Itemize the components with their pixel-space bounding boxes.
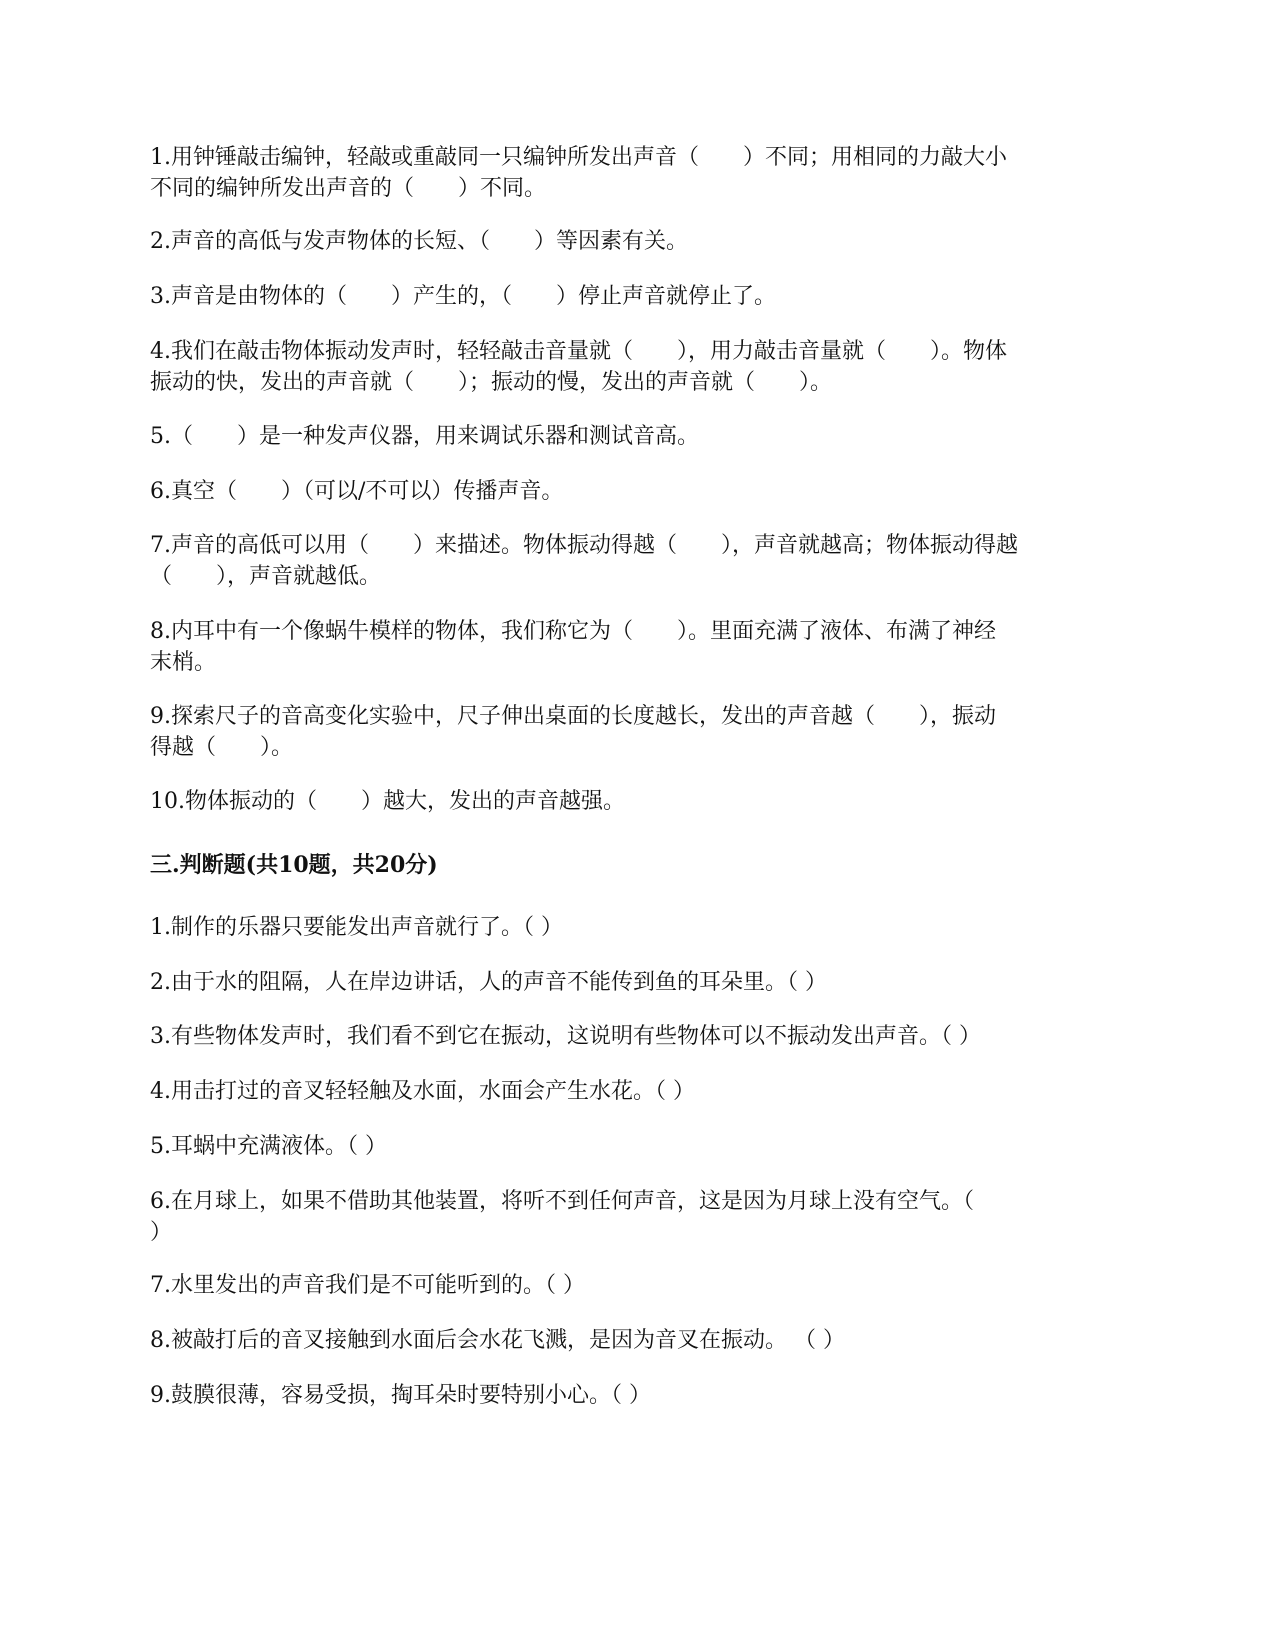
- fill-question-10: 10.物体振动的（ ）越大，发出的声音越强。: [150, 789, 625, 814]
- fill-question-2: 2.声音的高低与发声物体的长短、（ ）等因素有关。: [150, 229, 688, 254]
- fill-question-5: 5.（ ）是一种发声仪器，用来调试乐器和测试音高。: [150, 424, 699, 449]
- judgement-question-3: 3.有些物体发声时，我们看不到它在振动，这说明有些物体可以不振动发出声音。（ ）: [150, 1024, 981, 1049]
- fill-question-1: 1.用钟锤敲击编钟，轻敲或重敲同一只编钟所发出声音（ ）不同；用相同的力敲大小 不同的编钟所发出声音的（ ）不同。: [150, 145, 1007, 201]
- judgement-question-7: 7.水里发出的声音我们是不可能听到的。（ ）: [150, 1273, 585, 1298]
- fill-question-4: 4.我们在敲击物体振动发声时，轻轻敲击音量就（ ），用力敲击音量就（ ）。物体 振动的快，发出的声音就（ ）；振动的慢，发出的声音就（ ）。: [150, 339, 1007, 395]
- judgement-question-1: 1.制作的乐器只要能发出声音就行了。（ ）: [150, 915, 563, 940]
- fill-question-9: 9.探索尺子的音高变化实验中，尺子伸出桌面的长度越长，发出的声音越（ ），振动 得越（ ）。: [150, 704, 996, 760]
- fill-question-3: 3.声音是由物体的（ ）产生的，（ ）停止声音就停止了。: [150, 284, 776, 309]
- judgement-question-4: 4.用击打过的音叉轻轻触及水面，水面会产生水花。（ ）: [150, 1079, 695, 1104]
- judgement-question-8: 8.被敲打后的音叉接触到水面后会水花飞溅，是因为音叉在振动。 （ ）: [150, 1328, 845, 1353]
- judgement-question-5: 5.耳蜗中充满液体。（ ）: [150, 1134, 387, 1159]
- fill-question-6: 6.真空（ ）（可以/不可以）传播声音。: [150, 479, 564, 504]
- judgement-question-2: 2.由于水的阻隔，人在岸边讲话，人的声音不能传到鱼的耳朵里。（ ）: [150, 970, 827, 995]
- section-heading: 三.判断题(共10题，共20分): [150, 852, 438, 878]
- fill-question-7: 7.声音的高低可以用（ ）来描述。物体振动得越（ ），声音就越高；物体振动得越 （ ），声音就越低。: [150, 533, 1018, 589]
- fill-question-8: 8.内耳中有一个像蜗牛模样的物体，我们称它为（ ）。里面充满了液体、布满了神经 末梢。: [150, 619, 996, 675]
- judgement-question-9: 9.鼓膜很薄，容易受损，掏耳朵时要特别小心。（ ）: [150, 1383, 651, 1408]
- judgement-question-6: 6.在月球上，如果不借助其他装置，将听不到任何声音，这是因为月球上没有空气。（ ）: [150, 1189, 974, 1245]
